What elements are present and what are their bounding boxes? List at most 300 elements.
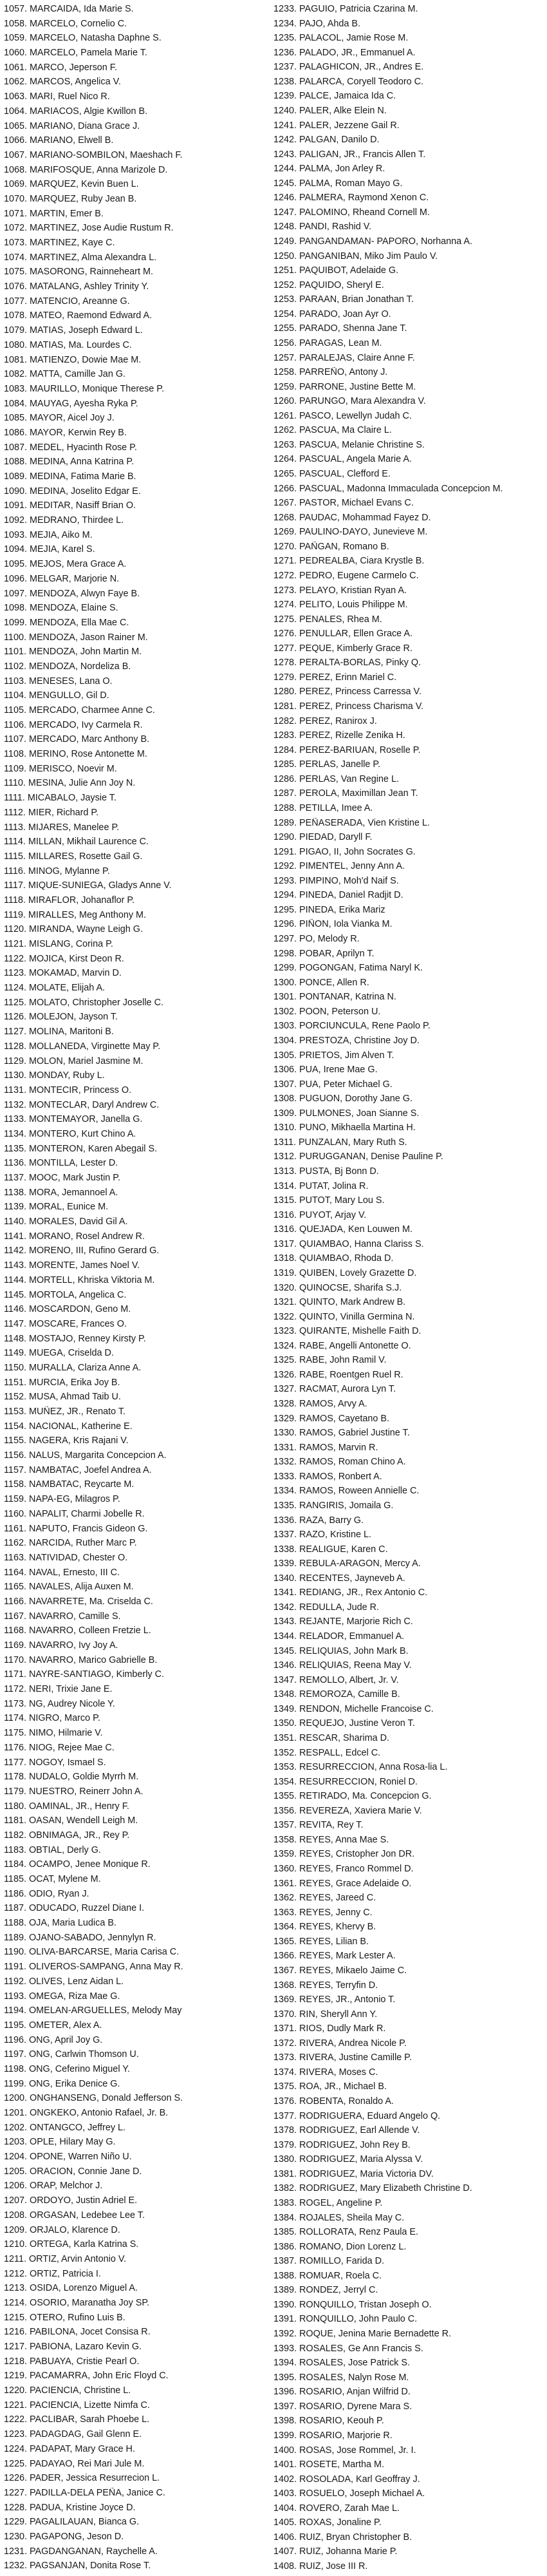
list-entry	[4, 91, 274, 102]
list-entry	[4, 1713, 274, 1724]
entry-name: MOSCARE, Frances O.	[28, 1318, 127, 1329]
list-entry	[4, 1815, 274, 1826]
list-entry	[274, 1094, 543, 1104]
list-entry	[4, 2546, 274, 2557]
entry-name: MEJOS, Mera Grace A.	[30, 559, 127, 570]
entry-number: 1062.	[4, 77, 28, 88]
entry-name: OLIVES, Lenz Aidan L.	[28, 1976, 124, 1987]
entry-name: RAMOS, Gabriel Justine T.	[299, 1428, 410, 1439]
list-entry	[4, 2517, 274, 2528]
entry-number: 1223.	[4, 2429, 28, 2440]
entry-name: MEDINA, Anna Katrina P.	[30, 457, 134, 468]
list-entry	[274, 106, 543, 117]
entry-name: OAMINAL, JR., Henry F.	[28, 1801, 129, 1812]
list-entry	[274, 1457, 543, 1468]
list-entry	[274, 803, 543, 814]
list-entry	[274, 585, 543, 596]
entry-name: MEJIA, Aiko M.	[30, 529, 93, 540]
list-entry	[274, 1994, 543, 2005]
entry-name: MENGULLO, Gil D.	[28, 690, 109, 701]
entry-number: 1393.	[274, 2343, 297, 2354]
entry-name: NG, Audrey Nicole Y.	[28, 1698, 115, 1709]
entry-name: MATALANG, Ashley Trinity Y.	[30, 281, 149, 292]
entry-name: OSORIO, Maranatha Joy SP.	[30, 2297, 150, 2308]
list-entry	[4, 530, 274, 541]
entry-name: QUINOCSE, Sharifa S.J.	[299, 1282, 402, 1293]
list-entry	[274, 33, 543, 44]
list-entry	[4, 2195, 274, 2206]
entry-name: PUSTA, Bj Bonn D.	[299, 1166, 379, 1177]
entry-name: OCAMPO, Jenee Monique R.	[28, 1859, 151, 1870]
entry-name: MILLARES, Rosette Gail G.	[28, 851, 143, 862]
entry-name: REVEREZA, Xaviera Marie V.	[299, 1805, 422, 1816]
entry-name: MONTEMAYOR, Janella G.	[28, 1114, 143, 1125]
list-entry	[4, 2225, 274, 2236]
entry-number: 1114.	[4, 837, 26, 848]
entry-number: 1280.	[274, 687, 297, 697]
list-entry	[274, 2358, 543, 2369]
entry-number: 1117.	[4, 880, 26, 891]
list-entry	[4, 77, 274, 88]
list-entry	[4, 500, 274, 511]
entry-name: MATTA, Camille Jan G.	[30, 369, 126, 380]
entry-name: OMETER, Alex A.	[28, 2020, 102, 2031]
entry-name: PALMA, Jon Arley R.	[299, 164, 385, 175]
list-entry	[274, 2344, 543, 2354]
entry-number: 1212.	[4, 2268, 28, 2279]
entry-name: QUIAMBAO, Hanna Clariss S.	[299, 1238, 424, 1249]
entry-name: RABE, Angelli Antonette O.	[299, 1340, 411, 1351]
list-entry	[4, 1378, 274, 1388]
entry-number: 1375.	[274, 2081, 297, 2092]
list-entry	[4, 33, 274, 44]
entry-name: MERCADO, Marc Anthony B.	[28, 734, 150, 745]
entry-name: PAGAPONG, Jeson D.	[30, 2531, 124, 2542]
list-entry	[274, 2387, 543, 2398]
entry-name: MOLLANEDA, Virginette May P.	[28, 1041, 161, 1052]
entry-number: 1149.	[4, 1348, 26, 1359]
entry-number: 1371.	[274, 2023, 297, 2034]
entry-number: 1091.	[4, 500, 28, 511]
list-entry	[4, 2152, 274, 2163]
list-entry	[4, 983, 274, 994]
entry-number: 1163.	[4, 1552, 26, 1563]
entry-name: REMOROZA, Camille B.	[299, 1689, 400, 1700]
list-entry	[274, 2561, 543, 2572]
entry-number: 1088.	[4, 457, 28, 468]
entry-name: RAMOS, Ronbert A.	[299, 1471, 382, 1482]
list-entry	[4, 2079, 274, 2090]
entry-number: 1170.	[4, 1654, 26, 1665]
list-entry	[4, 19, 274, 30]
list-entry	[4, 1553, 274, 1564]
entry-number: 1119.	[4, 909, 26, 920]
entry-name: PAULINO-DAYO, Junevieve M.	[299, 527, 428, 538]
entry-name: RAZO, Kristine L.	[299, 1530, 371, 1540]
entry-name: ROMANO, Dion Lorenz L.	[299, 2241, 407, 2252]
entry-name: PENALES, Rhea M.	[299, 614, 382, 625]
entry-name: NATIVIDAD, Chester O.	[28, 1552, 128, 1563]
entry-number: 1245.	[274, 178, 297, 189]
list-entry	[274, 2256, 543, 2267]
list-entry	[4, 2400, 274, 2411]
entry-number: 1392.	[274, 2329, 297, 2339]
list-entry	[274, 905, 543, 916]
list-entry	[274, 1893, 543, 1904]
entry-name: PIEDAD, Daryll F.	[299, 832, 373, 843]
list-entry	[274, 978, 543, 989]
list-entry	[274, 847, 543, 858]
entry-number: 1237.	[274, 62, 297, 73]
entry-name: ROQUE, Jenina Marie Bernadette R.	[299, 2329, 451, 2339]
entry-number: 1112.	[4, 807, 26, 818]
entry-number: 1406.	[274, 2532, 297, 2543]
entry-number: 1271.	[274, 556, 297, 567]
entry-name: PUTOT, Mary Lou S.	[299, 1195, 385, 1206]
entry-number: 1347.	[274, 1674, 297, 1685]
entry-name: ORDOYO, Justin Adriel E.	[30, 2195, 138, 2206]
entry-number: 1264.	[274, 454, 297, 465]
entry-name: PEQUE, Kimberly Grace R.	[299, 643, 413, 654]
list-entry	[4, 1158, 274, 1169]
list-entry	[4, 574, 274, 585]
entry-name: MAYOR, Aicel Joy J.	[30, 413, 115, 424]
list-entry	[4, 954, 274, 965]
list-entry	[4, 2414, 274, 2425]
list-entry	[274, 1326, 543, 1337]
entry-name: ROSOLADA, Karl Geoffray J.	[299, 2474, 420, 2485]
entry-name: MURCIA, Erika Joy B.	[28, 1377, 120, 1388]
entry-name: MARI, Ruel Nico R.	[30, 91, 110, 102]
entry-name: MARCAIDA, Ida Marie S.	[30, 4, 134, 14]
entry-name: ORJALO, Klarence D.	[30, 2224, 120, 2235]
entry-name: RODRIGUEZ, Earl Allende V.	[299, 2125, 420, 2136]
entry-number: 1263.	[274, 439, 297, 450]
entry-number: 1092.	[4, 515, 28, 526]
list-entry	[4, 486, 274, 497]
list-entry	[4, 2181, 274, 2192]
entry-number: 1063.	[4, 91, 28, 102]
entry-name: NAPALIT, Charmi Jobelle R.	[28, 1508, 145, 1519]
entry-name: PARRONE, Justine Bette M.	[299, 381, 416, 392]
entry-number: 1225.	[4, 2458, 28, 2469]
entry-name: MOLATE, Elijah A.	[28, 983, 106, 994]
list-entry	[4, 1479, 274, 1490]
entry-number: 1174.	[4, 1713, 26, 1724]
entry-name: MIER, Richard P.	[28, 807, 99, 818]
list-entry	[4, 851, 274, 862]
entry-name: PO, Melody R.	[299, 934, 360, 944]
list-entry	[274, 2517, 543, 2528]
list-entry	[274, 1777, 543, 1788]
entry-name: MEDINA, Fatima Marie B.	[30, 471, 136, 482]
list-entry	[274, 135, 543, 146]
list-entry	[4, 1976, 274, 1987]
entry-name: MOSCARDON, Geno M.	[28, 1304, 131, 1315]
entry-number: 1402.	[274, 2474, 297, 2485]
entry-name: MUÑEZ, JR., Renato T.	[28, 1406, 126, 1417]
entry-name: OSIDA, Lorenzo Miguel A.	[30, 2283, 138, 2294]
list-entry	[4, 749, 274, 760]
list-entry	[4, 1801, 274, 1812]
entry-number: 1319.	[274, 1267, 297, 1278]
list-entry	[4, 1100, 274, 1111]
entry-name: REMOLLO, Albert, Jr. V.	[299, 1674, 399, 1685]
entry-name: PALMERA, Raymond Xenon C.	[299, 193, 429, 204]
list-entry	[4, 1144, 274, 1155]
entry-name: PALMA, Roman Mayo G.	[299, 178, 403, 189]
entry-name: MARIANO-SOMBILON, Maeshach F.	[30, 149, 183, 160]
entry-name: OPLE, Hilary May G.	[30, 2137, 116, 2148]
list-entry	[274, 687, 543, 697]
list-entry	[274, 2532, 543, 2543]
list-entry	[274, 2067, 543, 2078]
entry-number: 1144.	[4, 1274, 26, 1285]
entry-number: 1254.	[274, 308, 297, 319]
entry-name: ROSALES, Ge Ann Francis S.	[299, 2343, 423, 2354]
entry-number: 1071.	[4, 208, 28, 219]
entry-name: PAÑGAN, Romano B.	[299, 541, 389, 552]
entry-name: MOKAMAD, Marvin D.	[28, 968, 122, 979]
list-entry	[274, 382, 543, 393]
list-entry	[4, 1947, 274, 1958]
entry-number: 1220.	[4, 2385, 28, 2396]
entry-name: PACIENCIA, Christine L.	[30, 2385, 131, 2396]
entry-name: ROLLORATA, Renz Paula E.	[299, 2227, 419, 2238]
entry-number: 1363.	[274, 1907, 297, 1918]
entry-name: MAUYAG, Ayesha Ryka P.	[30, 398, 138, 409]
entry-name: REYES, Mikaelo Jaime C.	[299, 1965, 407, 1976]
entry-name: MEDEL, Hyacinth Rose P.	[30, 442, 137, 453]
entry-number: 1162.	[4, 1538, 26, 1549]
list-entry	[4, 281, 274, 292]
entry-number: 1348.	[274, 1689, 297, 1700]
entry-number: 1289.	[274, 817, 297, 828]
entry-name: MISLANG, Corina P.	[28, 939, 113, 949]
entry-name: PONCE, Allen R.	[299, 977, 369, 988]
entry-number: 1078.	[4, 310, 28, 321]
entry-number: 1331.	[274, 1442, 297, 1453]
entry-name: PASCUA, Ma Claire L.	[299, 425, 392, 436]
entry-number: 1372.	[274, 2038, 297, 2049]
entry-name: PERLAS, Janelle P.	[299, 759, 381, 770]
entry-name: ROMILLO, Farida D.	[299, 2256, 384, 2267]
entry-name: NIOG, Rejee Mae C.	[28, 1742, 115, 1753]
entry-number: 1093.	[4, 529, 28, 540]
entry-name: RODRIGUEZ, Mary Elizabeth Christine D.	[299, 2183, 472, 2194]
entry-number: 1128.	[4, 1041, 26, 1052]
list-entry	[274, 2314, 543, 2325]
entry-number: 1257.	[274, 352, 297, 363]
entry-name: MIJARES, Manelee P.	[28, 822, 120, 833]
list-entry	[4, 267, 274, 278]
list-entry	[274, 556, 543, 567]
list-entry	[4, 1743, 274, 1754]
list-entry	[274, 454, 543, 465]
list-entry	[4, 1699, 274, 1710]
entry-name: ROSARIO, Marjorie R.	[299, 2430, 393, 2441]
list-entry	[4, 632, 274, 643]
list-entry	[274, 294, 543, 305]
entry-number: 1382.	[274, 2183, 297, 2194]
list-entry	[274, 411, 543, 422]
list-entry	[274, 672, 543, 683]
entry-name: MONTECLAR, Daryl Andrew C.	[28, 1099, 160, 1110]
list-entry	[274, 629, 543, 639]
entry-name: PARALEJAS, Claire Anne F.	[299, 352, 415, 363]
entry-name: MAURILLO, Monique Therese P.	[30, 383, 165, 394]
entry-number: 1115.	[4, 851, 26, 862]
entry-number: 1306.	[274, 1065, 297, 1075]
list-entry	[4, 720, 274, 731]
list-entry	[274, 1166, 543, 1177]
entry-name: REBULA-ARAGON, Mercy A.	[299, 1558, 421, 1569]
entry-number: 1213.	[4, 2283, 28, 2294]
entry-number: 1210.	[4, 2239, 28, 2250]
entry-name: RONQUILLO, Tristan Joseph O.	[299, 2299, 432, 2310]
list-entry	[274, 396, 543, 407]
entry-number: 1401.	[274, 2459, 297, 2470]
entry-number: 1316.	[274, 1224, 297, 1235]
entry-name: PELITO, Louis Philippe M.	[299, 600, 408, 611]
list-entry	[4, 690, 274, 701]
entry-name: MORTOLA, Angelica C.	[28, 1289, 127, 1300]
entry-number: 1172.	[4, 1684, 26, 1695]
entry-number: 1152.	[4, 1392, 26, 1403]
list-entry	[4, 2356, 274, 2367]
list-entry	[274, 571, 543, 582]
entry-name: PALGAN, Danilo D.	[299, 135, 380, 146]
entry-number: 1158.	[4, 1479, 26, 1490]
entry-number: 1366.	[274, 1951, 297, 1962]
list-entry	[274, 2009, 543, 2020]
list-entry	[274, 2546, 543, 2557]
entry-name: ONTANGCO, Jeffrey L.	[30, 2122, 126, 2133]
list-entry	[4, 2137, 274, 2148]
entry-number: 1127.	[4, 1027, 26, 1037]
entry-number: 1195.	[4, 2020, 26, 2031]
list-entry	[274, 1820, 543, 1831]
entry-number: 1287.	[274, 788, 297, 799]
list-entry	[4, 1918, 274, 1929]
entry-number: 1300.	[274, 977, 297, 988]
entry-name: PALOMINO, Rheand Cornell M.	[299, 207, 430, 218]
entry-number: 1207.	[4, 2195, 28, 2206]
list-entry	[274, 1558, 543, 1569]
list-entry	[4, 48, 274, 59]
entry-name: OJA, Maria Ludica B.	[28, 1918, 116, 1929]
entry-number: 1203.	[4, 2137, 28, 2148]
entry-name: RELIQUIAS, Reena May V.	[299, 1660, 412, 1671]
entry-name: PALIGAN, JR., Francis Allen T.	[299, 149, 426, 160]
entry-name: NAVAL, Ernesto, III C.	[28, 1567, 120, 1578]
entry-name: PACIENCIA, Lizette Nimfa C.	[30, 2400, 150, 2410]
entry-number: 1082.	[4, 369, 28, 380]
entry-name: MARCOS, Angelica V.	[30, 77, 121, 88]
entry-number: 1407.	[274, 2546, 297, 2557]
entry-name: PADAPAT, Mary Grace H.	[30, 2443, 135, 2454]
entry-number: 1274.	[274, 600, 297, 611]
list-entry	[4, 924, 274, 935]
entry-number: 1335.	[274, 1500, 297, 1511]
list-entry	[4, 296, 274, 307]
list-entry	[274, 1355, 543, 1366]
entry-number: 1221.	[4, 2400, 28, 2410]
entry-number: 1171.	[4, 1669, 26, 1680]
list-entry	[4, 2254, 274, 2265]
entry-number: 1265.	[274, 469, 297, 479]
entry-number: 1315.	[274, 1195, 297, 1206]
entry-number: 1140.	[4, 1217, 26, 1227]
list-entry	[274, 1137, 543, 1148]
list-entry	[4, 1889, 274, 1900]
entry-number: 1183.	[4, 1844, 26, 1855]
list-entry	[274, 280, 543, 291]
entry-name: MENDOZA, Alwyn Faye B.	[30, 588, 140, 599]
entry-name: ORTEGA, Karla Katrina S.	[30, 2239, 139, 2250]
entry-name: OASAN, Wendell Leigh M.	[28, 1815, 138, 1826]
entry-name: MILLAN, Mikhail Laurence C.	[28, 837, 149, 848]
list-entry	[274, 338, 543, 349]
list-entry	[4, 1625, 274, 1636]
entry-number: 1311.	[274, 1137, 296, 1148]
list-entry	[274, 2169, 543, 2180]
entry-name: ROSUELO, Joseph Michael A.	[299, 2488, 425, 2499]
entry-name: PACAMARRA, John Eric Floyd C.	[30, 2371, 169, 2382]
entry-number: 1261.	[274, 410, 297, 421]
entry-number: 1304.	[274, 1035, 297, 1046]
entry-name: PASTOR, Michael Evans C.	[299, 498, 414, 509]
entry-name: PRIETOS, Jim Alven T.	[299, 1050, 394, 1061]
entry-number: 1208.	[4, 2210, 28, 2221]
entry-number: 1137.	[4, 1173, 26, 1183]
list-entry	[274, 425, 543, 436]
list-entry	[274, 1762, 543, 1773]
entry-name: ONGHANSENG, Donald Jefferson S.	[30, 2093, 183, 2104]
list-entry	[274, 2430, 543, 2441]
entry-number: 1408.	[274, 2561, 297, 2571]
list-entry	[4, 1596, 274, 1607]
list-entry	[274, 876, 543, 887]
list-entry	[274, 1530, 543, 1540]
list-entry	[274, 2242, 543, 2253]
list-entry	[274, 207, 543, 218]
entry-number: 1340.	[274, 1573, 297, 1584]
entry-number: 1057.	[4, 4, 28, 14]
entry-number: 1222.	[4, 2414, 28, 2425]
list-entry	[4, 1509, 274, 1520]
entry-number: 1247.	[274, 207, 297, 218]
entry-number: 1118.	[4, 895, 26, 905]
list-entry	[4, 310, 274, 321]
list-entry	[274, 992, 543, 1003]
entry-number: 1106.	[4, 719, 26, 730]
entry-name: QUEJADA, Ken Louwen M.	[299, 1224, 413, 1235]
entry-name: REYES, Khervy B.	[299, 1922, 376, 1933]
list-entry	[4, 1611, 274, 1622]
list-entry	[274, 745, 543, 756]
entry-number: 1297.	[274, 934, 297, 944]
entry-name: REYES, Grace Adelaide O.	[299, 1878, 412, 1889]
entry-name: MORENO, III, Rufino Gerard G.	[28, 1245, 160, 1256]
list-entry	[274, 1341, 543, 1352]
entry-number: 1192.	[4, 1976, 26, 1987]
list-entry	[274, 2052, 543, 2063]
entry-name: NAPA-EG, Milagros P.	[28, 1494, 120, 1505]
entry-name: RANGIRIS, Jomaila G.	[299, 1500, 394, 1511]
entry-name: NOGOY, Ismael S.	[28, 1757, 106, 1768]
list-entry	[4, 1669, 274, 1680]
